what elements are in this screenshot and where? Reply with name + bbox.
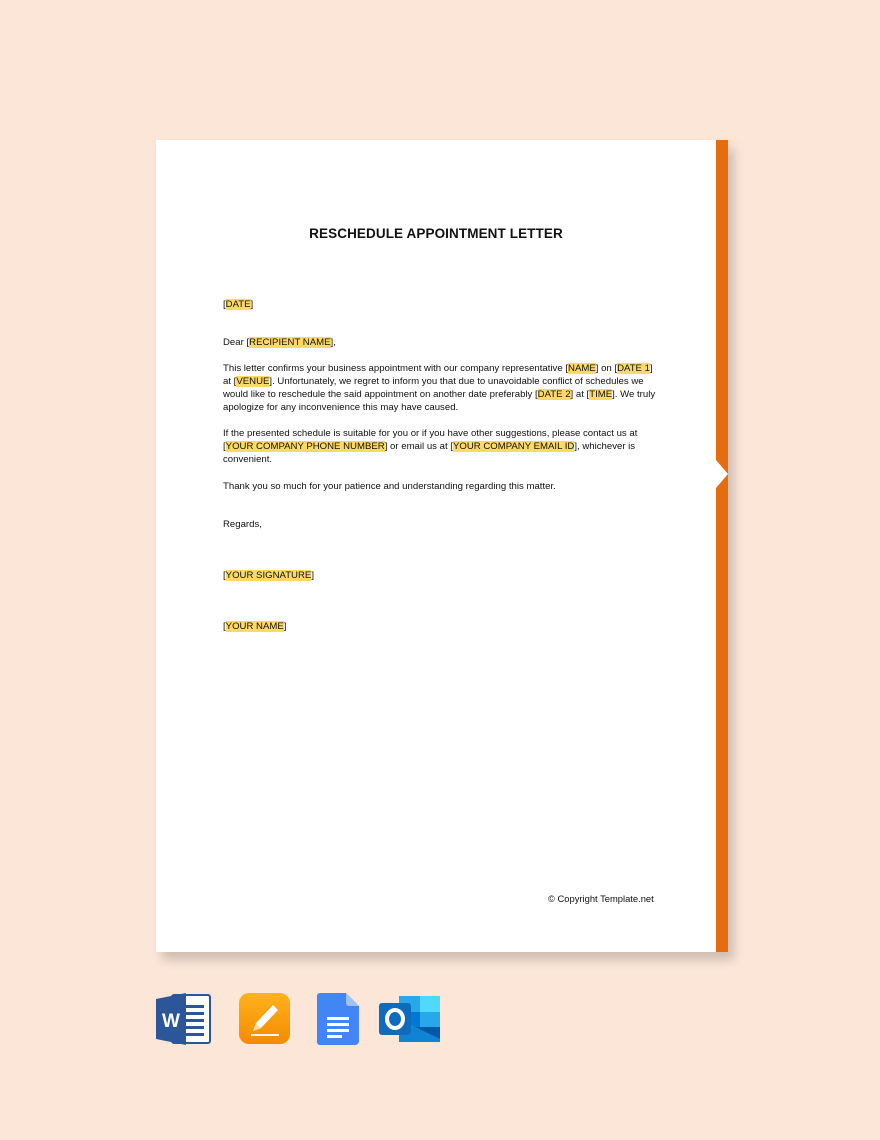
paragraph-1: This letter confirms your business appointment with our company representative [NAME] on [DATE 1] at [VENUE]. Unfortunately, we regret to inform you that due to unavoidable conflict of schedules we would like to reschedule the said appointment on another date preferably [DATE 2] at [TIME]. We truly apologize for any inconvenience this may have caused. [223, 363, 656, 413]
recipient-placeholder: RECIPIENT NAME [249, 337, 331, 348]
google-docs-icon-graphic [317, 993, 359, 1045]
date-placeholder: DATE [225, 299, 251, 310]
google-docs-icon[interactable] [317, 993, 359, 1045]
accent-notch [716, 460, 728, 488]
pages-icon[interactable] [239, 993, 290, 1044]
word-icon[interactable] [156, 993, 212, 1045]
email-placeholder: YOUR COMPANY EMAIL ID [452, 441, 575, 452]
venue-placeholder: VENUE [236, 376, 270, 387]
closing: Regards, [223, 519, 262, 530]
word-icon-graphic [156, 993, 212, 1045]
name-line: [YOUR NAME] [223, 621, 287, 632]
phone-placeholder: YOUR COMPANY PHONE NUMBER [225, 441, 385, 452]
accent-bar [716, 140, 728, 952]
pages-icon-graphic [239, 993, 290, 1044]
signature-line: [YOUR SIGNATURE] [223, 570, 314, 581]
your-name-placeholder: YOUR NAME [225, 621, 284, 632]
date2-placeholder: DATE 2 [537, 389, 571, 400]
outlook-icon[interactable] [379, 994, 440, 1044]
signature-placeholder: YOUR SIGNATURE [225, 570, 312, 581]
copyright-text: © Copyright Template.net [548, 893, 654, 904]
letter-title: RESCHEDULE APPOINTMENT LETTER [309, 226, 563, 241]
document-preview [156, 140, 728, 952]
time-placeholder: TIME [589, 389, 613, 400]
word-icon-letter: W [162, 1011, 180, 1032]
outlook-icon-graphic [379, 994, 440, 1044]
greeting-line: Dear [RECIPIENT NAME], [223, 337, 336, 348]
name-placeholder: NAME [568, 363, 596, 374]
letter-page [156, 140, 716, 952]
paragraph-2: If the presented schedule is suitable for you or if you have other suggestions, please contact us at [YOUR COMPANY PHONE NUMBER] or email us at [YOUR COMPANY EMAIL ID], whichever is convenient. [223, 428, 638, 465]
paragraph-3: Thank you so much for your patience and understanding regarding this matter. [223, 481, 556, 492]
date1-placeholder: DATE 1 [617, 363, 650, 374]
date-line: [DATE] [223, 299, 254, 310]
